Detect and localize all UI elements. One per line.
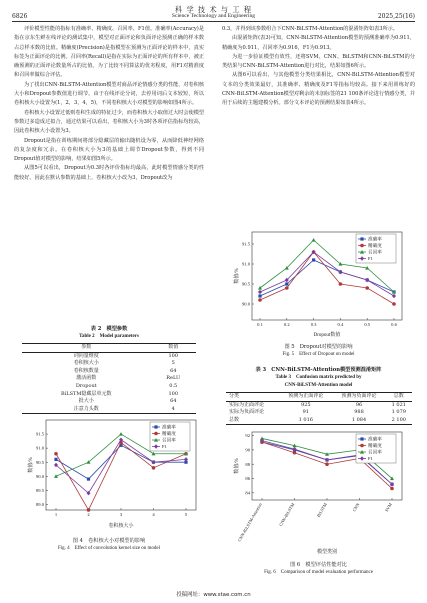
data-point: [293, 451, 297, 455]
table-cell: 注意力头数: [73, 405, 99, 412]
table-cell: 96: [355, 401, 363, 408]
data-point: [312, 238, 316, 242]
series-line: [56, 443, 186, 511]
x-tick-label: 0.1: [257, 322, 263, 327]
table-cell: 91: [302, 409, 309, 416]
right-text-column: [222, 25, 415, 109]
fig5-line-chart: [228, 228, 408, 340]
x-tick-label: 1: [54, 512, 58, 517]
fig6-caption-en: Fig. 6 Comparison of model evaluation performance: [264, 570, 373, 576]
x-tick-label: CNN-BiLSTM-Attention: [236, 502, 263, 543]
table-row: [226, 401, 412, 409]
table-cell: 2 100: [391, 416, 406, 423]
legend-label: 召回率: [162, 437, 176, 443]
legend-label: 召回率: [368, 249, 382, 255]
table-header-row: [226, 393, 412, 402]
fig6-caption-cn: 图 6 模型评估性能对比: [290, 562, 347, 568]
data-point: [360, 437, 363, 440]
paragraph: 卷积核大小设置过低则卷积生成的特征过少，而卷积核大小取值过大时会使模型参数过多造成过拟合，通过结果可以看出，卷积核大小为3时各项评估指标均较高，因此卷积核大小设置为3。: [14, 109, 204, 135]
table-header-cell: 总数: [393, 393, 404, 399]
table2-caption: [14, 326, 204, 341]
data-point: [390, 487, 394, 491]
legend-label: 精确度: [162, 431, 176, 437]
table-header-cell: 预测为负面评论: [341, 393, 377, 399]
x-tick-label: 0.6: [391, 322, 397, 327]
y-axis-label: 数值/%: [235, 268, 240, 284]
data-point: [154, 432, 158, 436]
y-tick-label: 84: [245, 490, 250, 496]
data-point: [312, 258, 315, 261]
x-tick-label: 2: [87, 512, 90, 517]
table-cell: 实际为负面评论: [229, 409, 265, 416]
table-cell: ReLU: [166, 375, 181, 382]
y-tick-label: 92: [245, 433, 250, 439]
data-point: [392, 294, 396, 298]
paragraph: 评价模型性能的指标有准确率、精确度、召回率、F1值。准确率(Accuracy)是指在京东生鲜在线评论的测试集中，模型对正面评论和负面评论预测正确的样本数占总样本数的比值。精确度(Precision)是指模型在预测为正面评论的样本中，真实标签为正面评论的比例。召回率(Recall)是指在实际为正面评论的所有样本中，被正确预测的正面评论数量所占的比值。为了比较不同算法的优劣程度，用F1对精准度和召回率做综合评估。: [14, 26, 204, 79]
x-tick-label: 5: [184, 512, 188, 517]
paragraph: 从图6可以看出，与其他模型分类结果相比，CNN-BiLSTM-Attention模型对文本的分类效果最好，其准确率、精确度及F1等指标均较高。接下来用训练好的CNN-BiLSTM-Attention模型对剩余的未加标签的21 100条评论进行情感分类，并用于后续的主题建模分析。部分文本评论的预测结果如表4所示。: [222, 72, 415, 107]
y-axis-label: 数值/%: [29, 457, 34, 473]
data-point: [119, 432, 123, 436]
table2: [22, 343, 196, 414]
y-tick-label: 90.0: [35, 473, 44, 479]
y-tick-label: 89.5: [35, 487, 44, 493]
table-row: [22, 406, 196, 414]
data-point: [360, 244, 364, 248]
table-header-cell: 数值: [168, 344, 179, 350]
data-point: [258, 290, 262, 294]
table-row: [22, 398, 196, 406]
x-tick-label: SVM: [383, 502, 393, 513]
table-row: [22, 375, 196, 383]
data-point: [258, 298, 262, 302]
y-tick-label: 91.5: [241, 241, 250, 247]
table-row: [22, 360, 196, 368]
fig5-caption-en: Fig. 5 Effect of Dropout on model: [282, 352, 355, 358]
table-row: [22, 391, 196, 399]
y-tick-label: 90.5: [241, 281, 250, 287]
table-cell: 64: [170, 398, 177, 405]
table-header-cell: 分类: [229, 393, 240, 399]
table-row: [22, 368, 196, 376]
data-point: [87, 477, 90, 480]
legend-label: F1: [368, 456, 373, 462]
table-cell: 卷积核大小: [73, 360, 99, 367]
legend-label: 准确率: [368, 436, 382, 442]
data-point: [325, 462, 329, 466]
table-cell: 100: [168, 390, 179, 397]
fig4-caption: [14, 538, 204, 553]
table-cell: 1 016: [298, 416, 313, 423]
legend-label: 精确度: [368, 243, 382, 249]
table-header-cell: 预测为正面评论: [288, 393, 324, 399]
table-cell: 0.5: [169, 382, 178, 389]
footer-url: 投稿网址：www.stae.com.cn: [176, 592, 251, 598]
table3: [226, 392, 412, 425]
data-point: [339, 282, 343, 286]
table-cell: 1 021: [391, 401, 406, 408]
table-row: [22, 352, 196, 360]
y-axis-label: 数值/%: [235, 458, 240, 474]
table-cell: 总数: [229, 416, 240, 423]
table-cell: 1 079: [391, 409, 406, 416]
fig4-caption-cn: 图 4 卷积核大小对模型的影响: [72, 538, 146, 544]
data-point: [154, 425, 157, 428]
paragraph: 为了找出CNN-BiLSTM-Attention模型对商品评论情感分类的性能，对卷积核大小和Dropout参数值进行调节。由于在线评论分词，去停用词后文本较短，所以卷积核大小设置为(1，2，3，4，5)，不同卷积核大小对模型的影响如图4所示。: [14, 81, 204, 107]
x-tick-label: 3: [119, 512, 123, 517]
legend-label: F1: [368, 256, 373, 262]
table-cell: 批大小: [78, 398, 94, 405]
legend-label: 召回率: [368, 449, 382, 455]
fig4-caption-en: Fig. 4 Effect of convolution kernel size on model: [57, 546, 161, 552]
y-tick-label: 91.5: [35, 431, 44, 437]
table-cell: 988: [354, 409, 364, 416]
table-header-row: [22, 344, 196, 353]
data-point: [258, 294, 261, 297]
table-cell: 5: [171, 360, 175, 367]
y-tick-label: 90.0: [241, 301, 250, 307]
data-point: [360, 237, 363, 240]
page-number: 6826: [12, 13, 28, 20]
y-tick-label: 91.0: [241, 261, 250, 267]
table3-caption-en-1: Table 3 Confusion matrix predicted by: [275, 375, 362, 381]
x-tick-label: CNN: [351, 502, 361, 513]
x-axis-label: Dropout数值: [313, 333, 341, 338]
y-tick-label: 90.5: [35, 459, 44, 465]
legend-label: 准确率: [368, 236, 382, 242]
table-row: [226, 409, 412, 417]
table-row: [22, 383, 196, 391]
table-row: [226, 417, 412, 425]
x-tick-label: 4: [152, 512, 155, 517]
data-point: [360, 444, 364, 448]
table-cell: 卷积核数量: [73, 367, 99, 374]
legend-label: 精确度: [368, 443, 382, 449]
data-point: [87, 508, 91, 512]
table-header-cell: 参数: [81, 344, 92, 350]
x-tick-label: 0.5: [364, 322, 371, 327]
header-rule: [12, 21, 415, 22]
paragraph: 从图5可以看出，Dropout为0.3时各评价指标均最高，此时模型情感分类的性能较好。因此在默认参数的基础上，卷积核大小改为3，Dropout改为: [14, 165, 204, 181]
table3-caption: [222, 367, 415, 389]
fig5-caption: [222, 344, 415, 359]
data-point: [285, 286, 289, 290]
x-axis-label: 卷积核大小: [108, 524, 134, 529]
x-tick-label: 0.2: [283, 322, 290, 327]
y-tick-label: 90: [245, 447, 250, 453]
paragraph: Dropout是指在训练期间将部分隐藏层的输出随机设为零，从而降低神经网络的复杂度和冗余。在卷积核大小为3的基础上调节Dropout参数，得到不同Dropout值对模型的影响，结果如图5所示。: [14, 137, 204, 163]
table-cell: Dropout: [75, 382, 97, 389]
x-tick-label: 0.4: [337, 322, 344, 327]
table-cell: 64: [170, 367, 177, 374]
data-point: [54, 458, 57, 461]
x-tick-label: 0.3: [310, 322, 317, 327]
table-cell: BiLSTM隐藏层单元数: [61, 390, 112, 397]
fig6-caption: [222, 562, 415, 577]
paragraph: 由混淆矩阵(表3)可知，CNN-BiLSTM-Attention模型的预测准确率为0.911，精确度为0.911，召回率为0.916，F1为0.913。: [222, 35, 415, 51]
data-point: [54, 452, 58, 456]
table-cell: 1 084: [351, 416, 367, 423]
journal-title-en: Science Technology and Engineering: [171, 13, 256, 19]
table-cell: 词向量维度: [73, 352, 99, 359]
y-tick-label: 91.0: [35, 445, 44, 451]
data-point: [365, 286, 369, 290]
x-axis-label: 模型类别: [316, 550, 338, 555]
y-tick-label: 89.0: [35, 501, 44, 507]
x-tick-label: BiLSTM: [315, 502, 328, 518]
table-cell: 激活函数: [76, 375, 97, 382]
paragraph: 0.3，并得到该参数组合下CNN-BiLSTM-Attention的混淆矩阵如表3所示。: [222, 26, 398, 32]
y-tick-label: 86: [245, 476, 250, 482]
table-cell: 实际为正面评论: [229, 401, 265, 408]
table3-caption-cn: 表 3 CNN-BiLSTM-Attention模型预测混淆矩阵: [255, 367, 382, 373]
fig4-line-chart: [22, 414, 202, 532]
table-cell: 100: [168, 352, 179, 359]
table2-caption-cn: 表 2 模型参数: [90, 326, 128, 332]
legend-label: 准确率: [162, 424, 176, 430]
fig6-line-chart: [228, 428, 410, 556]
left-text-column: [14, 25, 204, 183]
x-tick-label: CNN-BiLSTM: [278, 502, 296, 528]
journal-title: 科 学 技 术 与 工 程: [174, 5, 253, 14]
table-cell: 4: [171, 405, 175, 412]
legend-label: F1: [162, 444, 167, 450]
data-point: [285, 282, 288, 285]
data-point: [152, 466, 156, 470]
y-tick-label: 88: [245, 461, 250, 467]
paragraph: 为进一步验证模型有效性，还将SVM、CNN、BiLSTM和CNN-BiLSTM的分类结果与CNN-BiLSTM-Attention进行对比，结果如图6所示。: [222, 53, 415, 70]
table2-caption-en: Table 2 Model parameters: [79, 334, 139, 340]
data-point: [392, 302, 396, 306]
issue-number: 2025,25(16): [377, 13, 415, 20]
table-cell: 925: [301, 401, 311, 408]
fig5-caption-cn: 图 5 Dropout对模型的影响: [284, 344, 353, 350]
table3-caption-en-2: CNN-BiLSTM-Attention model: [284, 382, 353, 388]
